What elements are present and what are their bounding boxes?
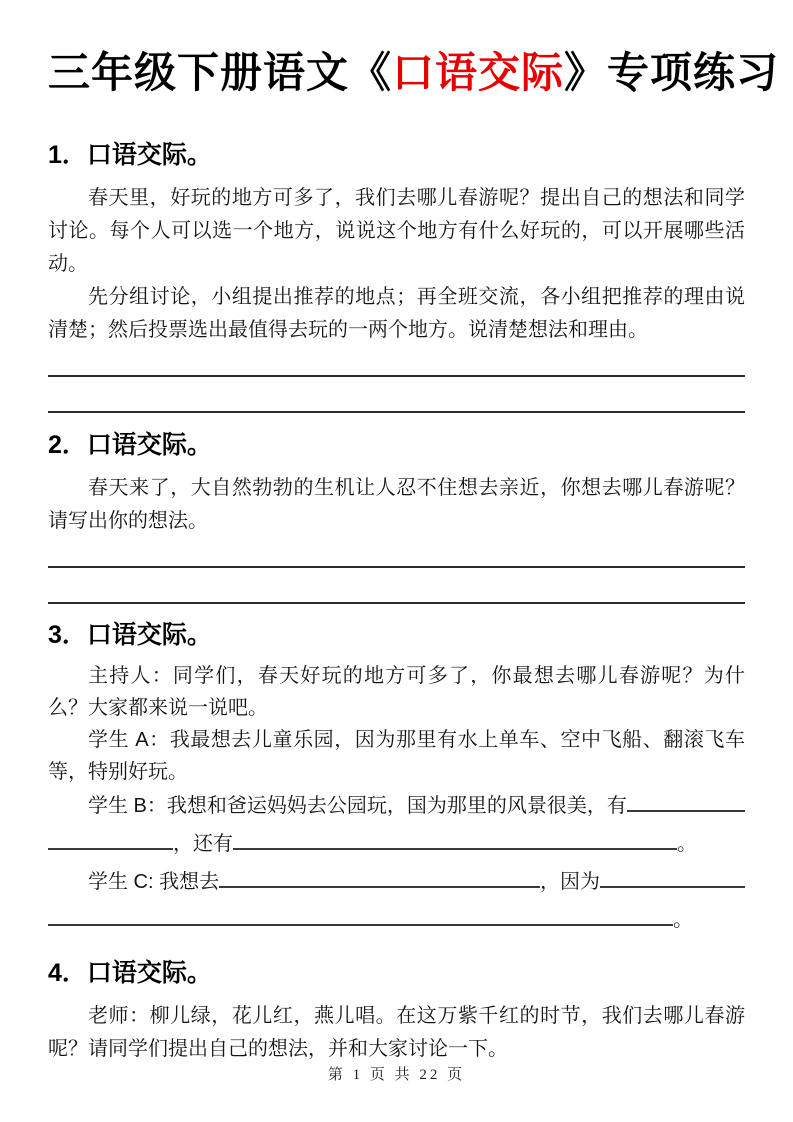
answer-line (48, 377, 745, 413)
section-1-heading: 1．口语交际。 (48, 141, 212, 169)
student-b-lead-text: 学生 B：我想和爸运妈妈去公园玩，国为那里的风景很美，有 (88, 795, 627, 817)
page-title (48, 0, 780, 104)
host-speech: 主持人：同学们，春天好玩的地方可多了，你最想去哪儿春游呢？为什么？大家都来说一说吧。 (48, 665, 745, 719)
section-1-paragraph-2: 先分组讨论，小组提出推荐的地点；再全班交流，各小组把推荐的理由说清楚；然后投票选出最值得去玩的一两个地方。说清楚想法和理由。 (48, 286, 745, 341)
answer-blank (48, 924, 673, 926)
section-1 (48, 140, 745, 413)
student-b-speech-line-1 (48, 788, 745, 826)
answer-line (48, 568, 745, 604)
section-2-paragraph-1: 春天来了，大自然勃勃的生机让人忍不住想去亲近，你想去哪儿春游呢？请写出你的想法。 (48, 477, 745, 532)
student-c-speech-line-1 (48, 864, 745, 902)
student-b-mid-text: ，还有 (173, 833, 233, 855)
section-3 (48, 620, 745, 940)
title-highlight: 口语交际 (392, 51, 565, 97)
student-c-lead-text: 学生 C: 我想去 (88, 871, 220, 893)
student-a-speech: 学生 A：我最想去儿童乐园，因为那里有水上单车、空中飞船、翻滚飞车等，特别好玩。 (48, 729, 745, 783)
teacher-speech: 老师：柳儿绿，花儿红，燕儿唱。在这万紫千红的时节，我们去哪儿春游呢？请同学们提出自己的想法，并和大家讨论一下。 (48, 1005, 745, 1060)
answer-blank (233, 848, 677, 850)
student-c-end-punctuation: 。 (673, 909, 693, 931)
answer-blank (219, 886, 540, 888)
section-2-heading: 2．口语交际。 (48, 431, 212, 459)
title-suffix: 》专项练习 (564, 51, 780, 97)
student-b-end-punctuation: 。 (677, 833, 697, 855)
answer-blank (600, 886, 745, 888)
answer-line (48, 538, 745, 568)
section-4 (48, 958, 745, 1066)
section-2 (48, 430, 745, 604)
student-c-speech-line-2 (48, 902, 745, 940)
section-3-heading: 3．口语交际。 (48, 621, 212, 649)
section-4-heading: 4．口语交际。 (48, 959, 212, 987)
answer-line (48, 347, 745, 377)
title-prefix: 三年级下册语文《 (48, 51, 393, 97)
student-c-mid-text: ，因为 (540, 871, 600, 893)
answer-blank (48, 848, 173, 850)
page-number-footer: 第 1 页 共 22 页 (327, 1067, 466, 1083)
answer-blank (627, 810, 745, 812)
section-1-paragraph-1: 春天里，好玩的地方可多了，我们去哪儿春游呢？提出自己的想法和同学讨论。每个人可以选一个地方，说说这个地方有什么好玩的，可以开展哪些活动。 (48, 187, 745, 275)
student-b-speech-line-2 (48, 826, 745, 864)
